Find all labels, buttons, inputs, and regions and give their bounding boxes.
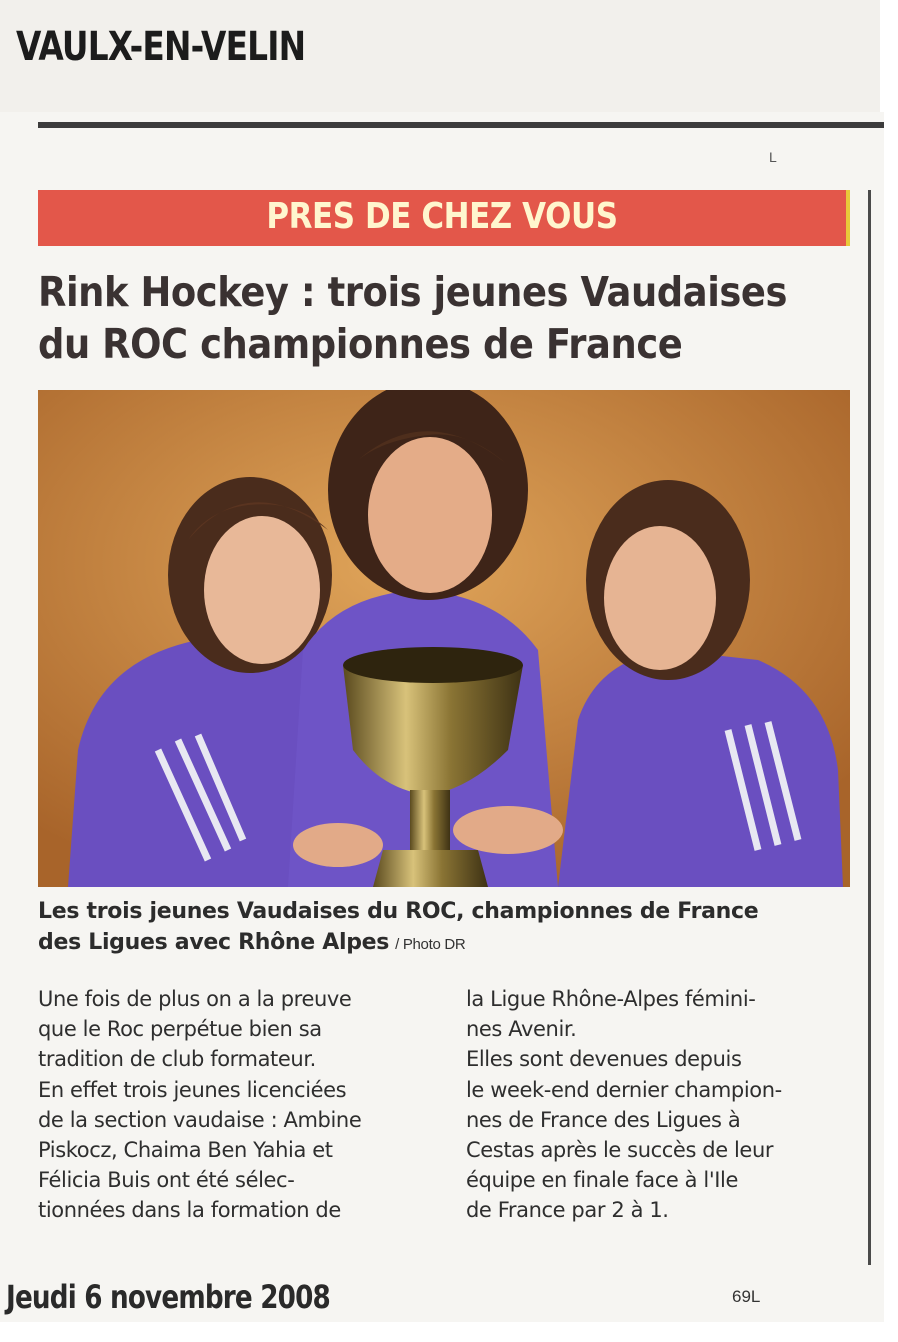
body-line: Piskocz, Chaima Ben Yahia et xyxy=(38,1138,333,1163)
page-code: 69L xyxy=(732,1287,761,1306)
headline-line: du ROC championnes de France xyxy=(38,320,683,368)
body-line: nes Avenir. xyxy=(466,1017,577,1042)
body-line: Félicia Buis ont été sélec- xyxy=(38,1168,295,1193)
section-city-name: VAULX-EN-VELIN xyxy=(16,24,306,70)
caption-line xyxy=(38,927,868,960)
body-line: tionnées dans la formation de xyxy=(38,1198,341,1223)
body-line: de la section vaudaise : Ambine xyxy=(38,1107,362,1132)
page-marker: L xyxy=(769,149,777,165)
body-line: le week-end dernier champion- xyxy=(466,1077,782,1102)
body-line: équipe en finale face à l'Ile xyxy=(466,1168,738,1193)
right-rule xyxy=(868,190,871,1265)
body-line: tradition de club formateur. xyxy=(38,1047,316,1072)
article-headline xyxy=(38,266,830,370)
article-photo xyxy=(38,390,850,887)
article-body-left-column xyxy=(38,984,428,1226)
photo-credit: / Photo DR xyxy=(395,936,466,953)
banner-title: PRES DE CHEZ VOUS xyxy=(266,196,618,237)
caption-line: Les trois jeunes Vaudaises du ROC, championnes de France xyxy=(38,899,759,924)
body-line: que le Roc perpétue bien sa xyxy=(38,1017,322,1042)
body-line: la Ligue Rhône-Alpes fémini- xyxy=(466,987,756,1011)
top-rule xyxy=(38,122,884,128)
body-line: de France par 2 à 1. xyxy=(466,1198,669,1223)
body-line: Cestas après le succès de leur xyxy=(466,1138,774,1163)
headline-line: Rink Hockey : trois jeunes Vaudaises xyxy=(38,268,788,316)
body-line: Une fois de plus on a la preuve xyxy=(38,987,352,1011)
body-line: En effet trois jeunes licenciées xyxy=(38,1077,347,1102)
caption-line-text: des Ligues avec Rhône Alpes xyxy=(38,930,390,955)
photo-illustration xyxy=(38,390,850,887)
body-line: Elles sont devenues depuis xyxy=(466,1047,742,1072)
section-banner xyxy=(38,190,850,246)
section-header-strip xyxy=(0,0,880,112)
publication-date: Jeudi 6 novembre 2008 xyxy=(6,1278,330,1316)
article-body-right-column xyxy=(466,984,861,1226)
body-line: nes de France des Ligues à xyxy=(466,1107,741,1132)
photo-caption xyxy=(38,896,868,960)
